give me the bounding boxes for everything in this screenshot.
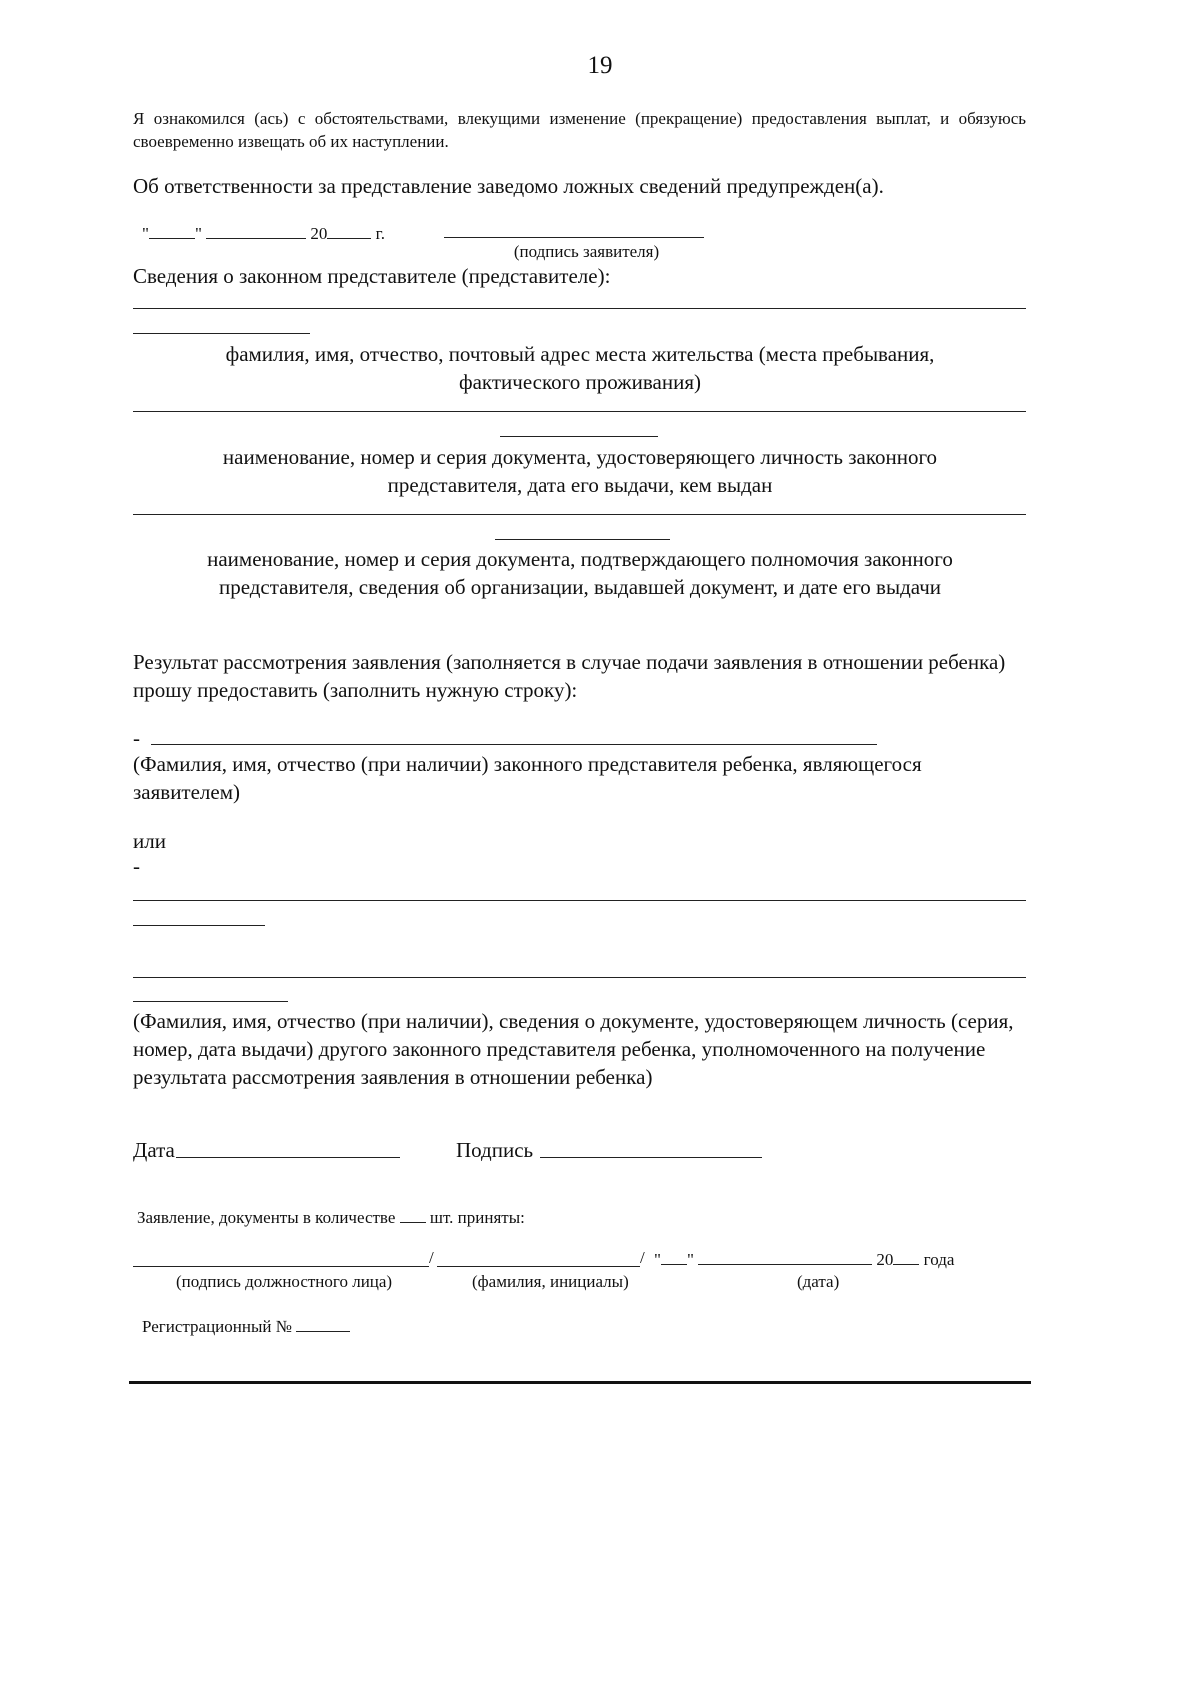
slash-2: / bbox=[640, 1248, 645, 1267]
accept-year-prefix: 20 bbox=[876, 1250, 894, 1269]
applicant-signature-caption: (подпись заявителя) bbox=[513, 242, 660, 261]
acknowledgment-text: Я ознакомился (ась) с обстоятельствами, влекущими изменение (прекращение) предоставления выплат, и обязуюсь своевременно извещать об их наступлении. bbox=[133, 109, 1026, 151]
caption-official-signature: (подпись должностного лица) bbox=[176, 1272, 393, 1291]
rep-identity-line-1[interactable] bbox=[133, 411, 1026, 412]
or-label: или bbox=[133, 829, 166, 853]
rep-identity-line-2[interactable] bbox=[500, 436, 658, 437]
caption-name-initials: (фамилия, инициалы) bbox=[472, 1272, 629, 1291]
option-2-line-2[interactable] bbox=[133, 925, 265, 926]
caption-identity-document: наименование, номер и серия документа, удостоверяющего личность законного представителя, дата его выдачи, кем выдан bbox=[222, 445, 938, 497]
registration-label: Регистрационный № bbox=[142, 1317, 292, 1336]
year-suffix: г. bbox=[375, 224, 385, 243]
signature-line[interactable] bbox=[540, 1157, 762, 1158]
quote-close: " bbox=[194, 224, 202, 243]
rep-authority-line-2[interactable] bbox=[495, 539, 670, 540]
accepted-prefix: Заявление, документы в количестве bbox=[137, 1208, 396, 1227]
rep-name-line-2[interactable] bbox=[133, 333, 310, 334]
document-count-blank[interactable] bbox=[400, 1204, 426, 1223]
accept-year-blank[interactable] bbox=[893, 1246, 919, 1265]
date-line[interactable] bbox=[176, 1157, 400, 1158]
caption-authority-document: наименование, номер и серия документа, подтверждающего полномочия законного представителя, сведения об организации, выдавшей документ, и дате его выдачи bbox=[207, 547, 953, 599]
option-2-line-4[interactable] bbox=[133, 1001, 288, 1002]
option-1-dash: - bbox=[133, 726, 140, 750]
option-1-caption: (Фамилия, имя, отчество (при наличии) законного представителя ребенка, являющегося заявителем) bbox=[133, 752, 922, 804]
accepted-row bbox=[137, 1204, 525, 1229]
option-2-dash: - bbox=[133, 854, 140, 878]
representative-heading: Сведения о законном представителе (представителе): bbox=[133, 264, 611, 288]
accept-day-blank[interactable] bbox=[661, 1246, 687, 1265]
option-2-line-3[interactable] bbox=[133, 977, 1026, 978]
registration-row bbox=[142, 1313, 350, 1338]
accepted-suffix: шт. приняты: bbox=[429, 1208, 525, 1227]
registration-number-blank[interactable] bbox=[296, 1313, 350, 1332]
applicant-signature-line[interactable] bbox=[444, 237, 704, 238]
signature-label: Подпись bbox=[456, 1138, 534, 1162]
applicant-date-row bbox=[142, 220, 385, 245]
name-initials-line[interactable] bbox=[437, 1266, 640, 1267]
option-2-line-1[interactable] bbox=[133, 900, 1026, 901]
quote-open: " bbox=[142, 224, 149, 243]
month-blank[interactable] bbox=[206, 220, 306, 239]
slash-1: / bbox=[429, 1248, 434, 1267]
year-blank[interactable] bbox=[327, 220, 371, 239]
day-blank[interactable] bbox=[149, 220, 195, 239]
caption-name-address: фамилия, имя, отчество, почтовый адрес места жительства (места пребывания, фактического проживания) bbox=[225, 342, 935, 394]
acceptance-date-row bbox=[654, 1246, 954, 1271]
year-prefix: 20 bbox=[310, 224, 328, 243]
bottom-rule bbox=[129, 1381, 1031, 1384]
accept-year-suffix: года bbox=[923, 1250, 955, 1269]
option-1-line[interactable] bbox=[151, 744, 877, 745]
quote-open-2: " bbox=[654, 1250, 661, 1269]
result-heading: Результат рассмотрения заявления (заполняется в случае подачи заявления в отношении ребенка) прошу предоставить (заполнить нужную строку): bbox=[133, 650, 1006, 702]
page-number: 19 bbox=[587, 52, 613, 79]
official-signature-line[interactable] bbox=[133, 1266, 429, 1267]
option-2-caption: (Фамилия, имя, отчество (при наличии), сведения о документе, удостоверяющем личность (серия, номер, дата выдачи) другого законного представителя ребенка, уполномоченного на получение результата рассмотрения заявления в отношении ребенка) bbox=[133, 1009, 1014, 1089]
caption-date: (дата) bbox=[797, 1272, 840, 1291]
rep-name-line-1[interactable] bbox=[133, 308, 1026, 309]
liability-warning: Об ответственности за представление заведомо ложных сведений предупрежден(а). bbox=[133, 174, 884, 198]
rep-authority-line-1[interactable] bbox=[133, 514, 1026, 515]
date-label: Дата bbox=[133, 1138, 175, 1162]
accept-month-blank[interactable] bbox=[698, 1246, 872, 1265]
quote-close-2: " bbox=[686, 1250, 694, 1269]
